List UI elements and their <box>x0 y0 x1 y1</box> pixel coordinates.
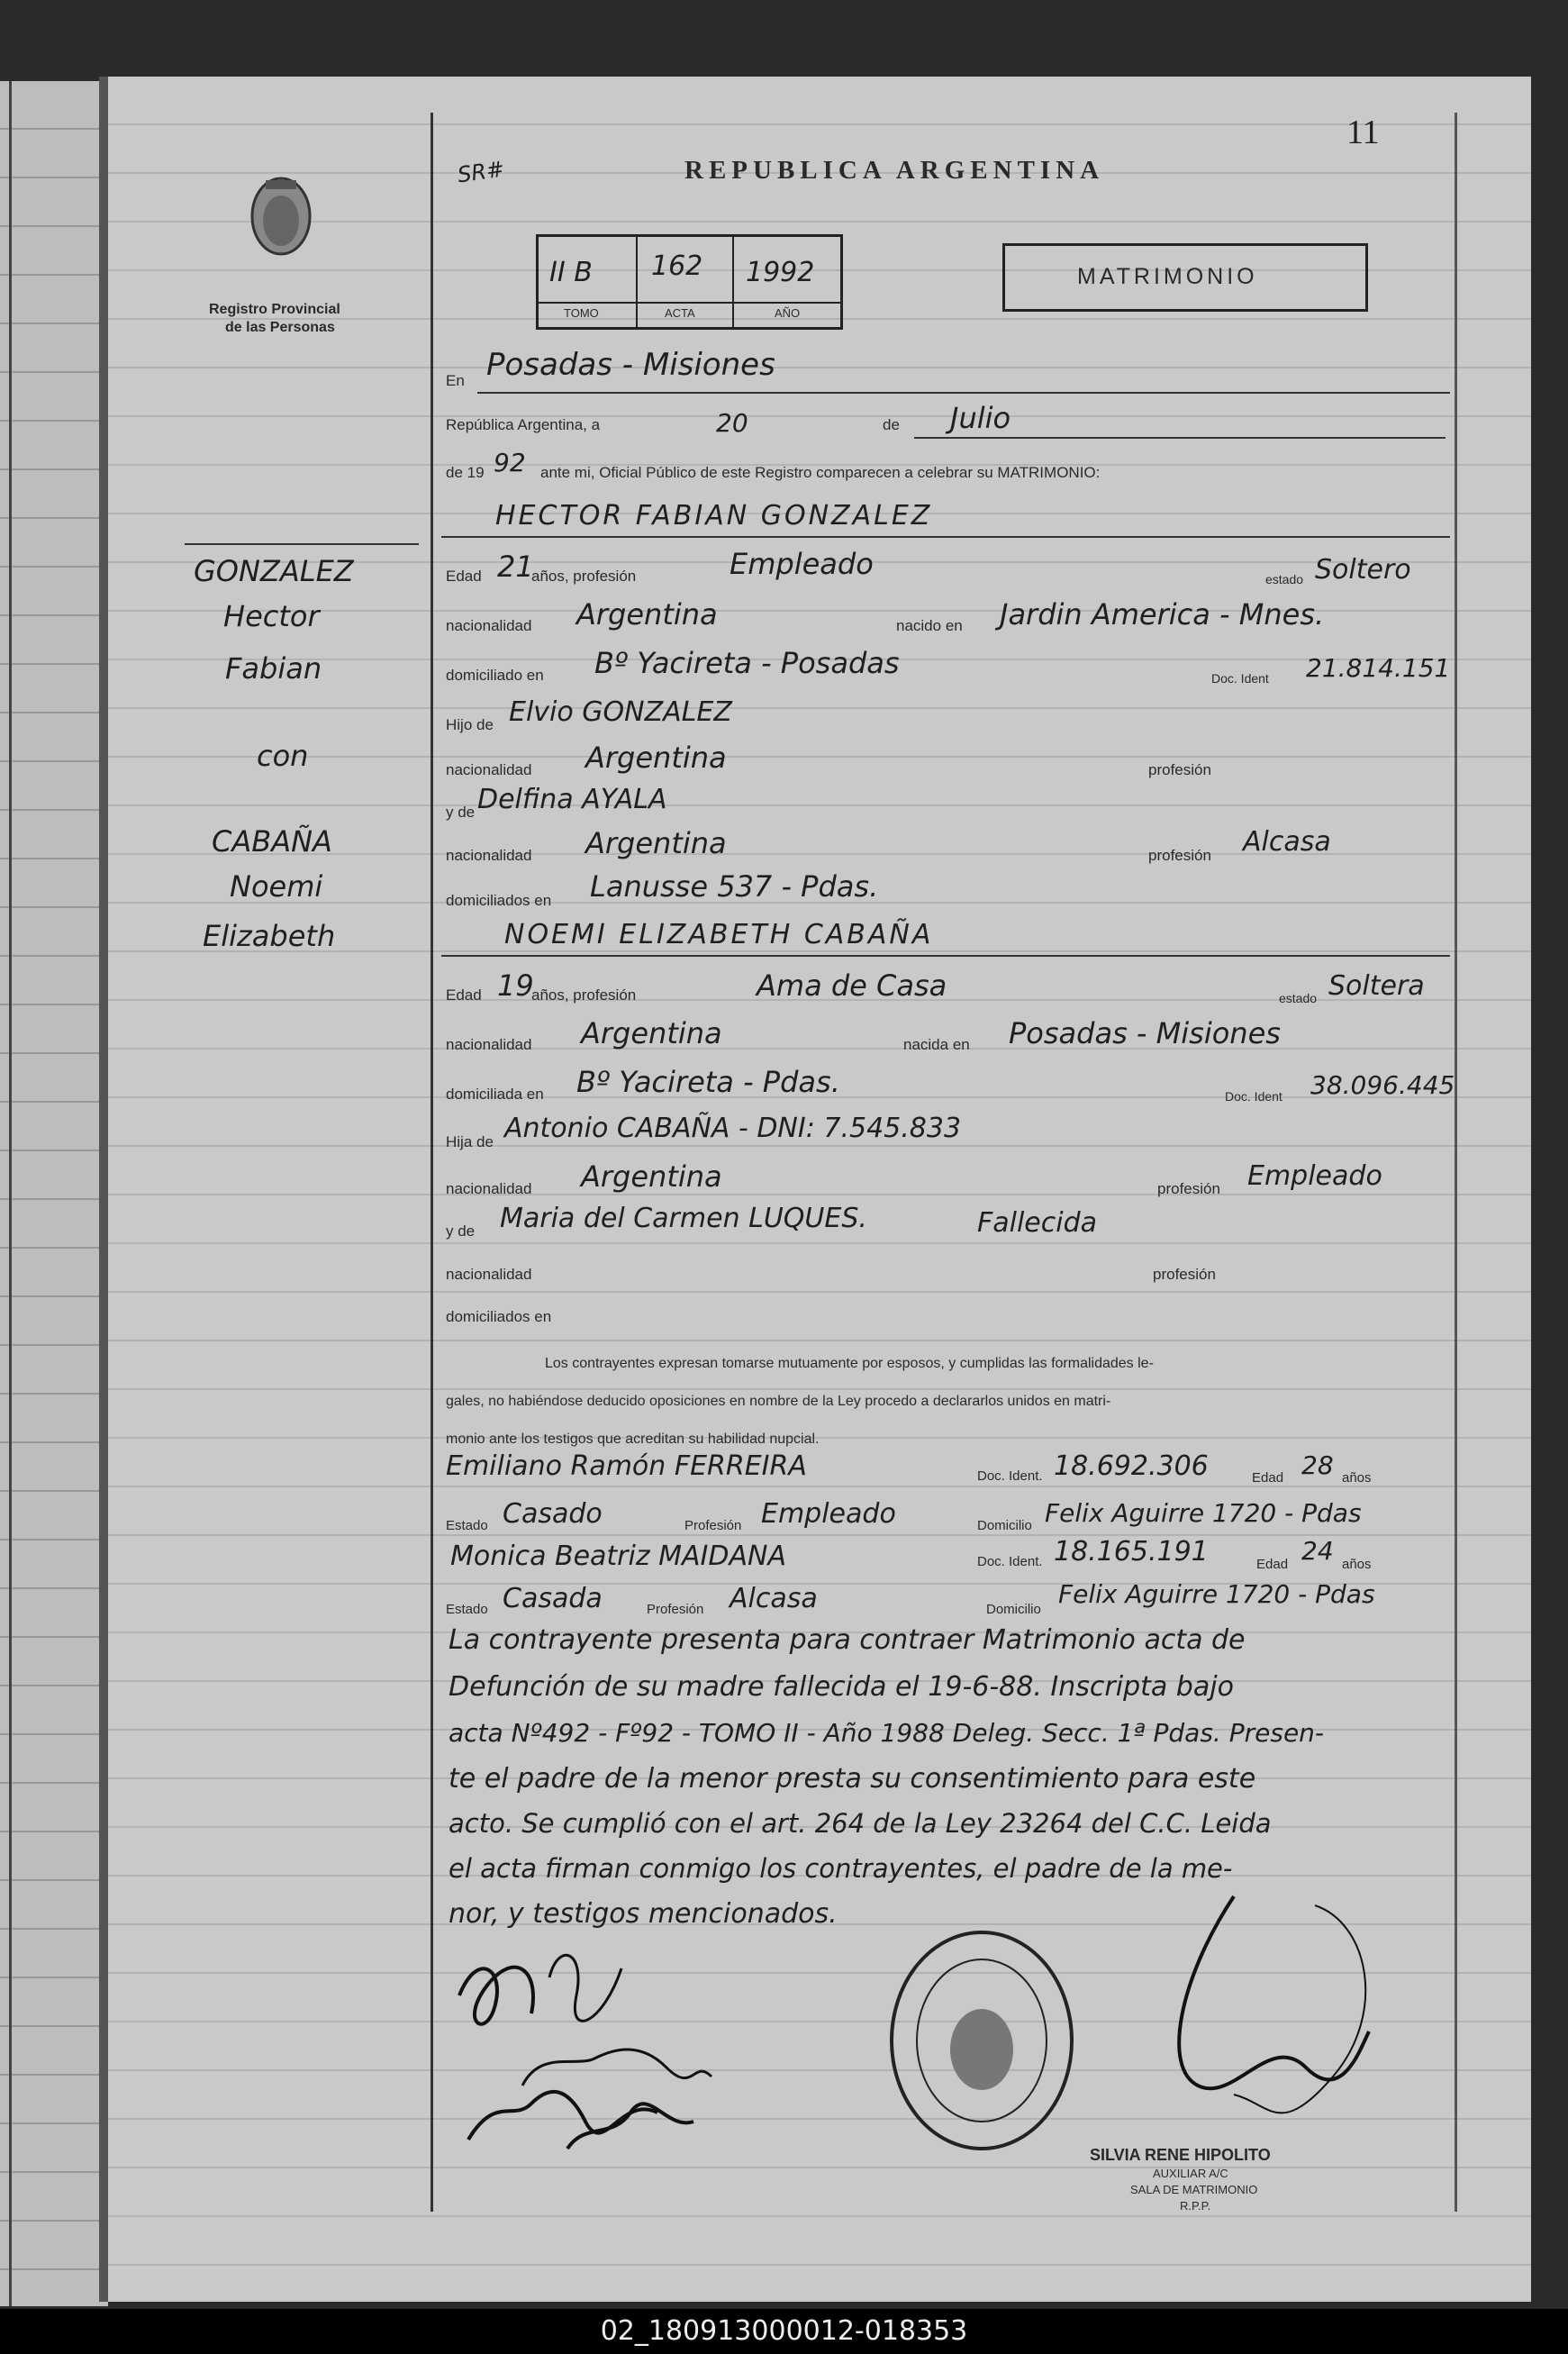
groom-estado: Soltero <box>1315 554 1411 586</box>
groom-anos-prof-label: años, profesión <box>531 568 637 585</box>
bride-dom-label: domiciliada en <box>446 1086 544 1103</box>
tomo-value: II B <box>549 257 593 288</box>
coat-of-arms-icon <box>248 171 315 257</box>
tomo-label: TOMO <box>564 306 599 320</box>
witness1-estado: Casado <box>503 1498 603 1530</box>
bride-father-prof-label: profesión <box>1157 1180 1220 1197</box>
witness1-dom-label: Domicilio <box>977 1518 1032 1533</box>
ante-text: ante mi, Oficial Público de este Registro comparecen a celebrar su MATRIMONIO: <box>540 464 1101 481</box>
bride-nacida-label: nacida en <box>903 1036 970 1053</box>
bride-birthplace: Posadas - Misiones <box>1009 1016 1281 1050</box>
margin-bride-surname: CABAÑA <box>212 824 332 859</box>
witness1-prof: Empleado <box>761 1498 896 1530</box>
witness1-estado-label: Estado <box>446 1518 488 1533</box>
bride-yde-label: y de <box>446 1222 476 1240</box>
witness1-dom: Felix Aguirre 1720 - Pdas <box>1045 1498 1362 1528</box>
witness1-anos: años <box>1342 1470 1372 1486</box>
bride-anos-prof-label: años, profesión <box>531 986 637 1004</box>
margin-bride-name2: Elizabeth <box>203 919 336 953</box>
groom-father: Elvio GONZALEZ <box>509 696 732 728</box>
right-rule <box>1455 113 1457 2212</box>
groom-father-nat: Argentina <box>585 741 727 775</box>
place: Posadas - Misiones <box>486 347 775 383</box>
margin-bride-name1: Noemi <box>230 869 323 904</box>
witness1-doc-label: Doc. Ident. <box>977 1468 1043 1484</box>
witness2-anos: años <box>1342 1557 1372 1572</box>
groom-nat-label: nacionalidad <box>446 617 532 634</box>
bride-hija-label: Hija de <box>446 1133 494 1150</box>
note-line-2: Defunción de su madre fallecida el 19-6-88. Inscripta bajo <box>449 1671 1234 1703</box>
groom-edad-label: Edad <box>446 568 482 585</box>
groom-mother-prof: Alcasa <box>1243 826 1331 858</box>
bride-mother-status: Fallecida <box>977 1207 1098 1239</box>
footer-id: 02_180913000012-018353 <box>0 2309 1568 2354</box>
witness2-prof-label: Profesión <box>647 1602 704 1617</box>
witness2-estado-label: Estado <box>446 1602 488 1617</box>
witness2-estado: Casada <box>503 1583 603 1614</box>
declaration-line3: monio ante los testigos que acreditan su habilidad nupcial. <box>446 1431 820 1447</box>
page-number: 11 <box>1346 114 1380 151</box>
groom-nacido-label: nacido en <box>896 617 963 634</box>
document-page <box>108 77 1531 2302</box>
note-line-6: el acta firman conmigo los contrayentes, el padre de la me- <box>449 1853 1233 1884</box>
registry-line2: de las Personas <box>225 320 335 335</box>
witness2-dom: Felix Aguirre 1720 - Pdas <box>1058 1579 1375 1609</box>
groom-mother-nat-label: nacionalidad <box>446 847 532 864</box>
month: Julio <box>950 401 1011 435</box>
groom-hijo-label: Hijo de <box>446 716 494 733</box>
note-line-4: te el padre de la menor presta su consentimiento para este <box>449 1763 1256 1795</box>
note-line-3: acta Nº492 - Fº92 - TOMO II - Año 1988 Deleg. Secc. 1ª Pdas. Presen- <box>449 1718 1325 1748</box>
republica-label: República Argentina, a <box>446 416 601 433</box>
groom-mother: Delfina AYALA <box>477 784 667 815</box>
declaration-line2: gales, no habiéndose deducido oposiciones en nombre de la Ley procedo a declararlos unidos en matri- <box>446 1394 1111 1409</box>
signatures-contrayentes <box>441 1914 739 2176</box>
groom-nationality: Argentina <box>576 597 718 632</box>
note-line-7: nor, y testigos mencionados. <box>449 1898 838 1930</box>
note-line-5: acto. Se cumplió con el art. 264 de la Ley 23264 del C.C. Leida <box>449 1808 1272 1839</box>
bride-profession: Ama de Casa <box>757 968 947 1003</box>
official-title2: SALA DE MATRIMONIO <box>1130 2183 1258 2196</box>
groom-estado-label: estado <box>1265 572 1304 586</box>
margin-connector: con <box>257 739 309 773</box>
country-title: REPUBLICA ARGENTINA <box>684 156 1105 185</box>
witness1-prof-label: Profesión <box>684 1518 742 1533</box>
groom-parents-dom: Lanusse 537 - Pdas. <box>590 869 879 904</box>
groom-full-name: HECTOR FABIAN GONZALEZ <box>495 500 933 532</box>
groom-mother-prof-label: profesión <box>1148 847 1211 864</box>
groom-parents-dom-label: domiciliados en <box>446 892 552 909</box>
bride-mother-prof-label: profesión <box>1153 1266 1216 1283</box>
witness1-name: Emiliano Ramón FERREIRA <box>446 1450 807 1482</box>
groom-father-nat-label: nacionalidad <box>446 761 532 778</box>
de-label: de <box>883 416 900 433</box>
bride-nat-label: nacionalidad <box>446 1036 532 1053</box>
bride-father-nat-label: nacionalidad <box>446 1180 532 1197</box>
bride-mother: Maria del Carmen LUQUES. <box>500 1203 867 1234</box>
bride-full-name: NOEMI ELIZABETH CABAÑA <box>504 919 934 950</box>
official-signature <box>1099 1869 1405 2158</box>
witness1-edad-label: Edad <box>1252 1470 1284 1486</box>
year-suffix: 92 <box>494 448 526 477</box>
acta-value: 162 <box>651 250 703 282</box>
official-seal-icon <box>883 1923 1081 2158</box>
year-prefix: de 19 <box>446 464 485 481</box>
bride-doc: 38.096.445 <box>1310 1070 1455 1100</box>
bride-father-nat: Argentina <box>581 1159 722 1194</box>
margin-groom-name1: Hector <box>223 599 320 633</box>
groom-profession: Empleado <box>730 547 874 581</box>
groom-yde-label: y de <box>446 804 476 821</box>
bride-mother-nat-label: nacionalidad <box>446 1266 532 1283</box>
witness2-dom-label: Domicilio <box>986 1602 1041 1617</box>
left-page-edge <box>0 81 108 2306</box>
anio-label: AÑO <box>775 306 801 320</box>
bride-age: 19 <box>497 968 534 1003</box>
groom-age: 21 <box>497 550 534 584</box>
witness2-prof: Alcasa <box>730 1583 818 1614</box>
official-title1: AUXILIAR A/C <box>1153 2167 1228 2180</box>
note-line-1: La contrayente presenta para contraer Matrimonio acta de <box>449 1624 1246 1656</box>
witness2-doc: 18.165.191 <box>1054 1536 1209 1568</box>
record-type: MATRIMONIO <box>1077 264 1258 289</box>
declaration-line1: Los contrayentes expresan tomarse mutuamente por esposos, y cumplidas las formalidades le- <box>545 1356 1154 1371</box>
acta-label: ACTA <box>665 306 695 320</box>
bride-doc-label: Doc. Ident <box>1225 1089 1282 1104</box>
witness2-edad-label: Edad <box>1256 1557 1289 1572</box>
bride-parents-dom-label: domiciliados en <box>446 1308 552 1325</box>
registry-line1: Registro Provincial <box>209 302 340 317</box>
margin-rule <box>431 113 433 2212</box>
bride-nationality: Argentina <box>581 1016 722 1050</box>
en-label: En <box>446 372 465 389</box>
groom-mother-nat: Argentina <box>585 826 727 860</box>
witness1-age: 28 <box>1301 1450 1334 1480</box>
bride-estado: Soltera <box>1328 970 1425 1002</box>
witness1-doc: 18.692.306 <box>1054 1450 1209 1482</box>
groom-birthplace: Jardin America - Mnes. <box>1000 597 1325 632</box>
stamp-initials: SR# <box>456 156 506 188</box>
witness2-age: 24 <box>1301 1536 1334 1566</box>
record-id-box <box>536 234 843 330</box>
groom-doc-label: Doc. Ident <box>1211 671 1269 686</box>
record-type-box <box>1002 243 1368 312</box>
margin-groom-surname: GONZALEZ <box>194 554 354 588</box>
bride-edad-label: Edad <box>446 986 482 1004</box>
witness2-name: Monica Beatriz MAIDANA <box>450 1541 786 1572</box>
bride-domicilio: Bº Yacireta - Pdas. <box>576 1065 840 1099</box>
anio-value: 1992 <box>746 257 815 288</box>
day: 20 <box>716 408 748 438</box>
groom-doc: 21.814.151 <box>1306 653 1451 683</box>
groom-domicilio: Bº Yacireta - Posadas <box>594 646 900 680</box>
bride-estado-label: estado <box>1279 991 1318 1005</box>
bride-father: Antonio CABAÑA - DNI: 7.545.833 <box>504 1113 962 1144</box>
groom-dom-label: domiciliado en <box>446 667 544 684</box>
official-title3: R.P.P. <box>1180 2199 1211 2213</box>
groom-father-prof-label: profesión <box>1148 761 1211 778</box>
bride-father-prof: Empleado <box>1247 1160 1382 1192</box>
official-name: SILVIA RENE HIPOLITO <box>1090 2146 1271 2164</box>
witness2-doc-label: Doc. Ident. <box>977 1554 1043 1569</box>
margin-groom-name2: Fabian <box>225 651 322 686</box>
